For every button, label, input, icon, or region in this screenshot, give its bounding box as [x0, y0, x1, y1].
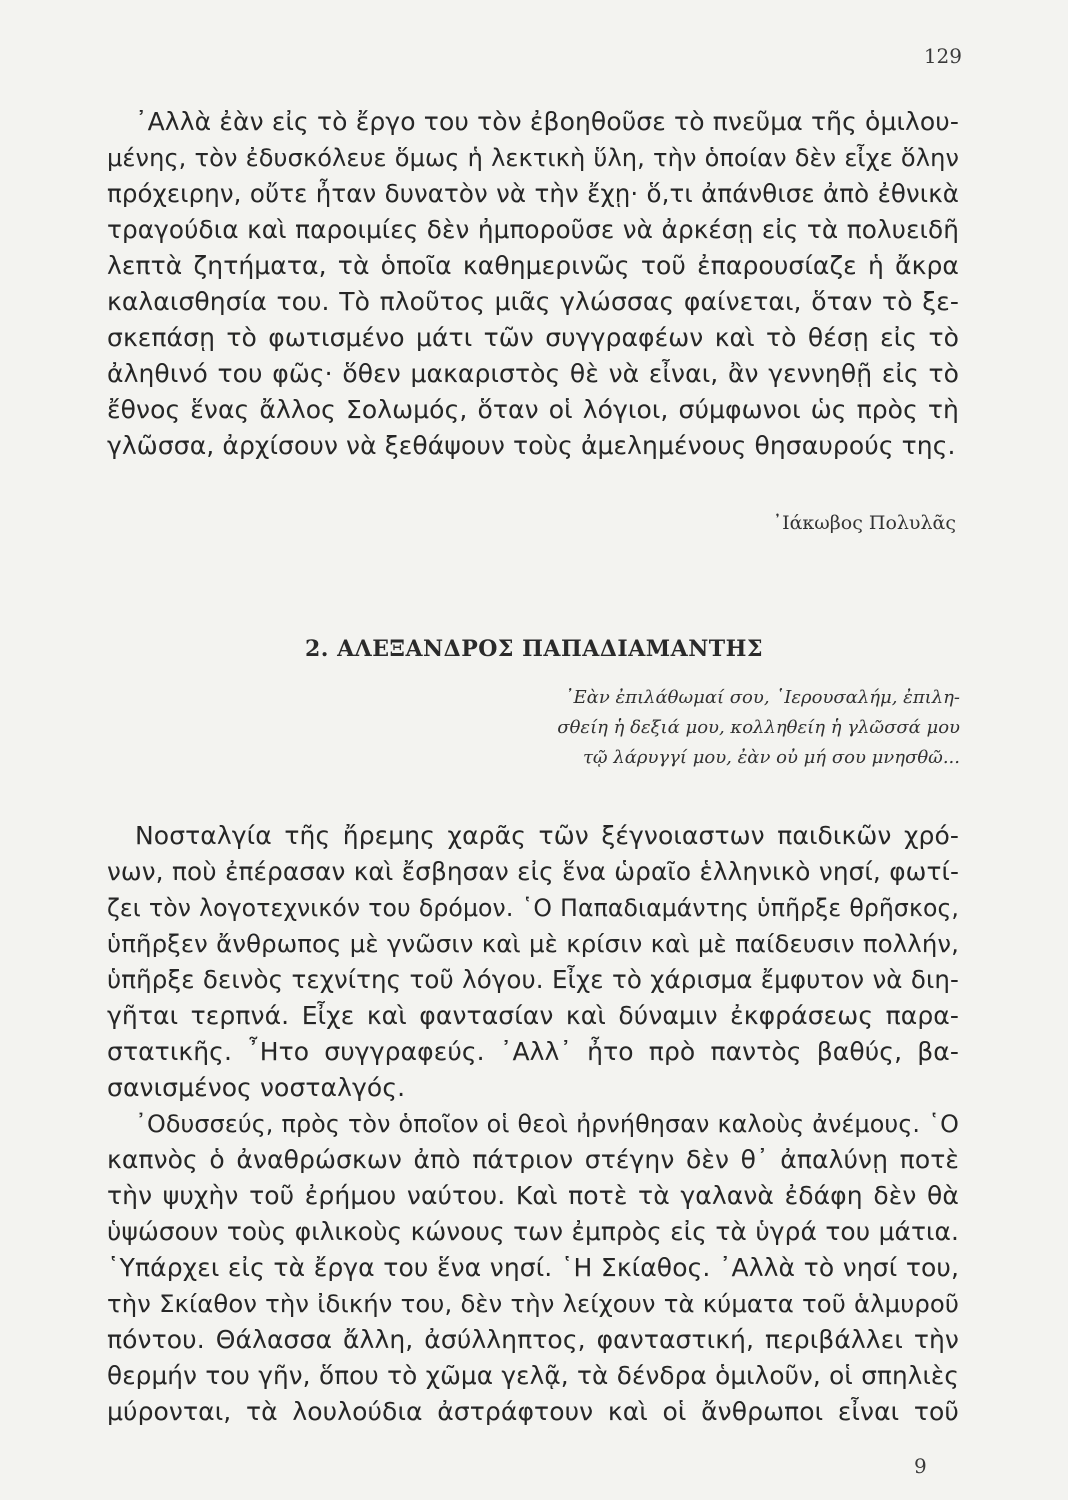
- epigraph: [490, 683, 960, 773]
- epigraph-line: σθείη ἡ δεξιά μου, κολληθείη ἡ γλῶσσά μου: [557, 717, 960, 738]
- epigraph-line: ᾿Εὰν ἐπιλάθωμαί σου, ῾Ιερουσαλήμ, ἐπιλη-: [564, 687, 960, 708]
- text-line: γλῶσσα, ἀρχίσουν νὰ ξεθάψουν τοὺς ἀμελημένους θησαυρούς της.: [107, 431, 956, 460]
- text-line: τὴν ψυχὴν τοῦ ἐρήμου ναύτου. Καὶ ποτὲ τὰ γαλανὰ ἐδάφη δὲν θὰ: [107, 1181, 959, 1210]
- text-line: πρόχειρην, οὔτε ἦταν δυνατὸν νὰ τὴν ἔχῃ· ὅ,τι ἀπάνθισε ἀπὸ ἐθνικὰ: [107, 179, 959, 208]
- text-line: μένης, τὸν ἐδυσκόλευε ὅμως ἡ λεκτικὴ ὕλη, τὴν ὁποίαν δὲν εἶχε ὅλην: [107, 144, 959, 172]
- text-line: ᾿Οδυσσεύς, πρὸς τὸν ὁποῖον οἱ θεοὶ ἠρνήθησαν καλοὺς ἀνέμους. ῾Ο: [135, 1110, 959, 1138]
- text-line: ἀληθινό του φῶς· ὅθεν μακαριστὸς θὲ νὰ εἶναι, ἂν γεννηθῇ εἰς τὸ: [107, 359, 959, 388]
- text-line: σανισμένος νοσταλγός.: [107, 1073, 406, 1102]
- text-line: λεπτὰ ζητήματα, τὰ ὁποῖα καθημερινῶς τοῦ ἐπαρουσίαζε ἡ ἄκρα: [107, 251, 959, 280]
- text-line: καπνὸς ὁ ἀναθρώσκων ἀπὸ πάτριον στέγην δὲν θ᾿ ἀπαλύνῃ ποτὲ: [107, 1145, 959, 1174]
- section1-paragraph: [107, 104, 959, 464]
- text-line: ἔθνος ἕνας ἄλλος Σολωμός, ὅταν οἱ λόγιοι, σύμφωνοι ὡς πρὸς τὴ: [107, 395, 959, 424]
- text-line: ζει τὸν λογοτεχνικόν του δρόμον. ῾Ο Παπαδιαμάντης ὑπῆρξε θρῆσκος,: [107, 894, 959, 922]
- text-line: τραγούδια καὶ παροιμίες δὲν ἠμποροῦσε νὰ ἀρκέσῃ εἰς τὰ πολυειδῆ: [107, 215, 959, 244]
- author-signature: ᾿Ιάκωβος Πολυλᾶς: [772, 512, 956, 534]
- section2-paragraph-1: [107, 818, 959, 1106]
- text-line: θερμήν του γῆν, ὅπου τὸ χῶμα γελᾷ, τὰ δένδρα ὁμιλοῦν, οἱ σπηλιὲς: [107, 1361, 959, 1390]
- text-line: ὑπῆρξε δεινὸς τεχνίτης τοῦ λόγου. Εἶχε τὸ χάρισμα ἔμφυτον νὰ διη-: [107, 965, 959, 994]
- epigraph-line: τῷ λάρυγγί μου, ἐὰν οὐ μή σου μνησθῶ...: [582, 747, 960, 768]
- text-line: πόντου. Θάλασσα ἄλλη, ἀσύλληπτος, φανταστική, περιβάλλει τὴν: [107, 1325, 959, 1354]
- text-line: γῆται τερπνά. Εἶχε καὶ φαντασίαν καὶ δύναμιν ἐκφράσεως παρα-: [107, 1001, 959, 1030]
- text-line: μύρονται, τὰ λουλούδια ἀστράφτουν καὶ οἱ ἄνθρωποι εἶναι τοῦ: [107, 1397, 959, 1426]
- text-line: στατικῆς. ῏Ητο συγγραφεύς. ᾿Αλλ᾿ ἦτο πρὸ παντὸς βαθύς, βα-: [107, 1037, 959, 1066]
- text-line: ῾Υπάρχει εἰς τὰ ἔργα του ἕνα νησί. ῾Η Σκίαθος. ᾿Αλλὰ τὸ νησί του,: [107, 1253, 959, 1282]
- page-number: 129: [923, 44, 962, 68]
- text-line: καλαισθησία του. Τὸ πλοῦτος μιᾶς γλώσσας φαίνεται, ὅταν τὸ ξε-: [107, 287, 959, 316]
- section2-paragraph-2: [107, 1106, 959, 1430]
- text-line: ὑπῆρξεν ἄνθρωπος μὲ γνῶσιν καὶ μὲ κρίσιν καὶ μὲ παίδευσιν πολλήν,: [107, 929, 959, 958]
- text-line: Νοσταλγία τῆς ἤρεμης χαρᾶς τῶν ξέγνοιαστων παιδικῶν χρό-: [135, 821, 959, 850]
- section-heading: 2. ΑΛΕΞΑΝΔΡΟΣ ΠΑΠΑΔΙΑΜΑΝΤΗΣ: [304, 636, 764, 662]
- text-line: νων, ποὺ ἐπέρασαν καὶ ἔσβησαν εἰς ἕνα ὡραῖο ἑλληνικὸ νησί, φωτί-: [107, 857, 959, 886]
- signature-mark: 9: [914, 1454, 927, 1478]
- text-line: τὴν Σκίαθον τὴν ἰδικήν του, δὲν τὴν λείχουν τὰ κύματα τοῦ ἁλμυροῦ: [107, 1289, 959, 1318]
- text-line: ᾿Αλλὰ ἐὰν εἰς τὸ ἔργο του τὸν ἐβοηθοῦσε τὸ πνεῦμα τῆς ὁμιλου-: [135, 107, 959, 136]
- text-line: ὑψώσουν τοὺς φιλικοὺς κώνους των ἐμπρὸς εἰς τὰ ὑγρά του μάτια.: [107, 1217, 959, 1246]
- text-line: σκεπάσῃ τὸ φωτισμένο μάτι τῶν συγγραφέων καὶ τὸ θέσῃ εἰς τὸ: [107, 323, 959, 352]
